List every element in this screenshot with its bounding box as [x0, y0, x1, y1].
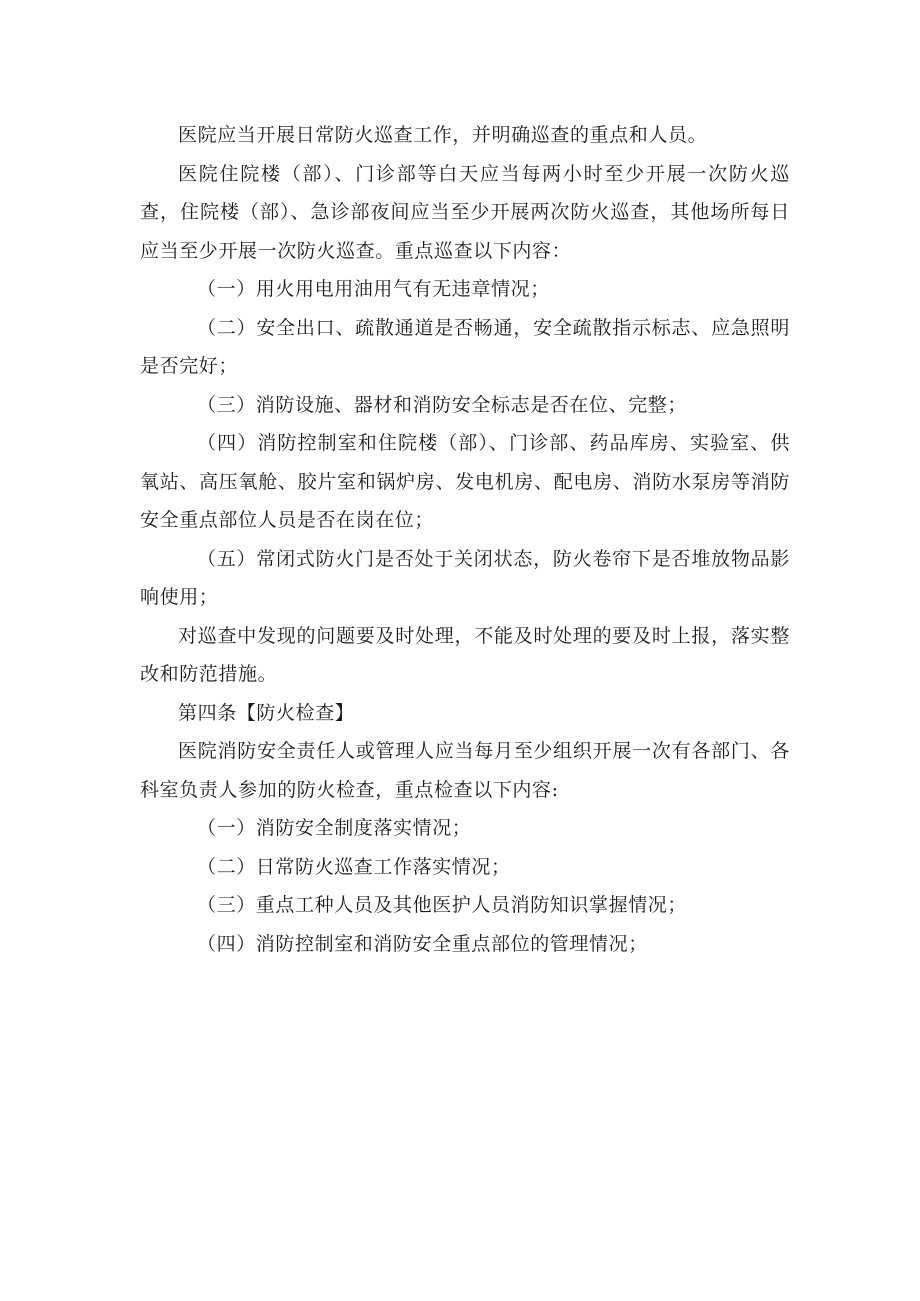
- list-item-inspection-2: （二）日常防火巡查工作落实情况；: [197, 855, 511, 878]
- paragraph-patrol-frequency: 医院住院楼（部）、门诊部等白天应当每两小时至少开展一次防火巡查，住院楼（部）、急诊部夜间应当至少开展两次防火巡查，其他场所每日应当至少开展一次防火巡查。重点巡查以下内容：: [140, 162, 790, 262]
- paragraph-rectification: 对巡查中发现的问题要及时处理，不能及时处理的要及时上报，落实整改和防范措施。: [140, 624, 790, 685]
- section-heading-article-4: 第四条【防火检查】: [178, 701, 355, 724]
- list-item-inspection-3: （三）重点工种人员及其他医护人员消防知识掌握情况；: [197, 894, 688, 916]
- list-item-patrol-2: （二）安全出口、疏散通道是否畅通，安全疏散指示标志、应急照明是否完好；: [140, 316, 790, 377]
- list-item-patrol-1: （一）用火用电用油用气有无违章情况；: [197, 278, 550, 300]
- list-item-patrol-3: （三）消防设施、器材和消防安全标志是否在位、完整；: [197, 393, 688, 416]
- list-item-inspection-1: （一）消防安全制度落实情况；: [197, 817, 472, 839]
- document-body: [140, 116, 790, 963]
- list-item-inspection-4: （四）消防控制室和消防安全重点部位的管理情况；: [197, 932, 648, 955]
- list-item-patrol-5: （五）常闭式防火门是否处于关闭状态，防火卷帘下是否堆放物品影响使用；: [140, 547, 790, 608]
- list-item-patrol-4: （四）消防控制室和住院楼（部）、门诊部、药品库房、实验室、供氧站、高压氧舱、胶片室和锅炉房、发电机房、配电房、消防水泵房等消防安全重点部位人员是否在岗在位；: [140, 432, 790, 531]
- paragraph-intro: 医院应当开展日常防火巡查工作，并明确巡查的重点和人员。: [178, 124, 708, 146]
- paragraph-inspection-intro: 医院消防安全责任人或管理人应当每月至少组织开展一次有各部门、各科室负责人参加的防火检查，重点检查以下内容:: [140, 740, 790, 801]
